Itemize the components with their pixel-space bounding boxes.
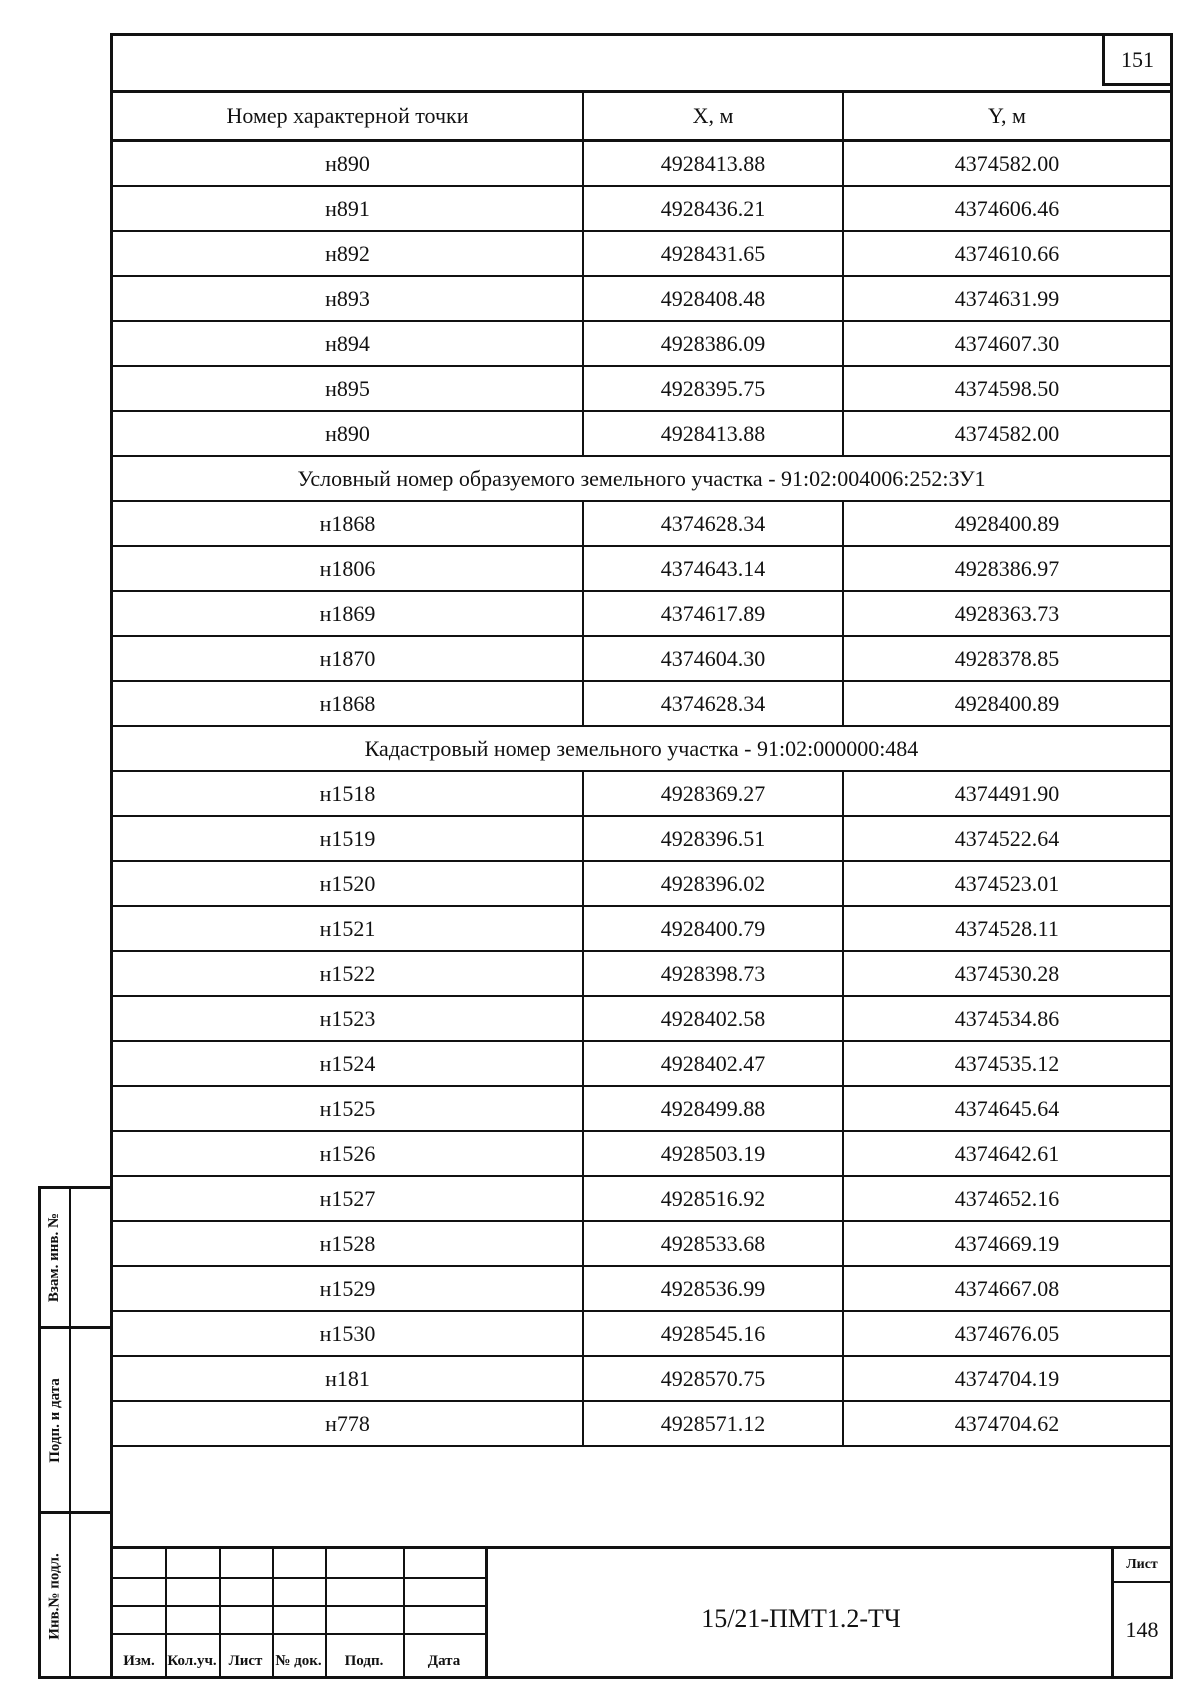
cell-point: н1806	[113, 546, 583, 591]
cell-point: н1870	[113, 636, 583, 681]
section-title: Условный номер образуемого земельного участка - 91:02:004006:252:ЗУ1	[113, 456, 1170, 501]
cell-point: н1528	[113, 1221, 583, 1266]
cell-y: 4374606.46	[843, 186, 1170, 231]
cell-x: 4928396.51	[583, 816, 843, 861]
table-row	[113, 1176, 1170, 1221]
table-row	[113, 411, 1170, 456]
cell-y: 4374530.28	[843, 951, 1170, 996]
cell-x: 4928395.75	[583, 366, 843, 411]
cell-x: 4928402.58	[583, 996, 843, 1041]
cell-y: 4374607.30	[843, 321, 1170, 366]
cell-x: 4374628.34	[583, 501, 843, 546]
cell-point: н890	[113, 411, 583, 456]
page-frame	[110, 33, 1173, 1679]
cell-x: 4928408.48	[583, 276, 843, 321]
cell-point: н1530	[113, 1311, 583, 1356]
col-label-signature: Подп.	[344, 1653, 384, 1669]
cell-y: 4928386.97	[843, 546, 1170, 591]
cell-x: 4928533.68	[583, 1221, 843, 1266]
cell-x: 4928400.79	[583, 906, 843, 951]
table-row	[113, 321, 1170, 366]
table-row	[113, 1041, 1170, 1086]
cell-x: 4928398.73	[583, 951, 843, 996]
cell-point: н1868	[113, 681, 583, 726]
section-row	[113, 456, 1170, 501]
revision-grid	[113, 1549, 485, 1676]
table-row	[113, 1311, 1170, 1356]
cell-x: 4928516.92	[583, 1176, 843, 1221]
table-row	[113, 186, 1170, 231]
cell-point: н894	[113, 321, 583, 366]
page-number: 151	[1102, 36, 1170, 86]
table-row	[113, 231, 1170, 276]
cell-y: 4374582.00	[843, 141, 1170, 187]
stamp-cell-replacement-inv	[41, 1189, 110, 1329]
cell-x: 4928369.27	[583, 771, 843, 816]
cell-x: 4928431.65	[583, 231, 843, 276]
cell-x: 4928413.88	[583, 411, 843, 456]
table-row	[113, 501, 1170, 546]
cell-point: н890	[113, 141, 583, 187]
table-row	[113, 546, 1170, 591]
cell-point: н1518	[113, 771, 583, 816]
cell-point: н891	[113, 186, 583, 231]
cell-y: 4374598.50	[843, 366, 1170, 411]
cell-x: 4928402.47	[583, 1041, 843, 1086]
table-row	[113, 1401, 1170, 1446]
cell-point: н1521	[113, 906, 583, 951]
cell-point: н181	[113, 1356, 583, 1401]
cell-point: н1526	[113, 1131, 583, 1176]
cell-point: н778	[113, 1401, 583, 1446]
cell-x: 4928545.16	[583, 1311, 843, 1356]
table-row	[113, 996, 1170, 1041]
cell-y: 4374642.61	[843, 1131, 1170, 1176]
cell-y: 4374669.19	[843, 1221, 1170, 1266]
cell-x: 4928570.75	[583, 1356, 843, 1401]
side-stamp	[38, 1186, 110, 1679]
section-title: Кадастровый номер земельного участка - 91:02:000000:484	[113, 726, 1170, 771]
col-label-date: Дата	[427, 1653, 461, 1669]
cell-y: 4374534.86	[843, 996, 1170, 1041]
cell-y: 4374704.19	[843, 1356, 1170, 1401]
cell-y: 4374610.66	[843, 231, 1170, 276]
section-row	[113, 726, 1170, 771]
cell-x: 4928436.21	[583, 186, 843, 231]
table-row	[113, 816, 1170, 861]
cell-x: 4374617.89	[583, 591, 843, 636]
cell-point: н895	[113, 366, 583, 411]
cell-x: 4928536.99	[583, 1266, 843, 1311]
stamp-cell-original-inv	[41, 1514, 110, 1679]
cell-x: 4928503.19	[583, 1131, 843, 1176]
cell-y: 4928363.73	[843, 591, 1170, 636]
table-row	[113, 276, 1170, 321]
cell-x: 4374628.34	[583, 681, 843, 726]
cell-x: 4928499.88	[583, 1086, 843, 1131]
cell-point: н1520	[113, 861, 583, 906]
col-label-list: Лист	[228, 1653, 263, 1669]
cell-point: н1529	[113, 1266, 583, 1311]
cell-point: н1524	[113, 1041, 583, 1086]
cell-y: 4374522.64	[843, 816, 1170, 861]
table-row	[113, 1356, 1170, 1401]
cell-y: 4928400.89	[843, 681, 1170, 726]
cell-point: н893	[113, 276, 583, 321]
col-label-doc-no: № док.	[275, 1653, 322, 1669]
cell-y: 4928378.85	[843, 636, 1170, 681]
stamp-cell-signature-date	[41, 1329, 110, 1514]
stamp-label-replacement-inv: Взам. инв. №	[46, 1212, 63, 1303]
cell-point: н1868	[113, 501, 583, 546]
cell-y: 4374704.62	[843, 1401, 1170, 1446]
stamp-label-original-inv: Инв.№ подл.	[46, 1553, 63, 1640]
document-code: 15/21-ПМТ1.2-ТЧ	[485, 1549, 1114, 1676]
cell-point: н1523	[113, 996, 583, 1041]
table-row	[113, 636, 1170, 681]
col-label-kol-uch: Кол.уч.	[167, 1653, 217, 1669]
table-row	[113, 1131, 1170, 1176]
cell-y: 4374652.16	[843, 1176, 1170, 1221]
cell-point: н1869	[113, 591, 583, 636]
cell-x: 4928413.88	[583, 141, 843, 187]
col-label-izm: Изм.	[123, 1653, 155, 1669]
cell-x: 4928571.12	[583, 1401, 843, 1446]
table-row	[113, 1221, 1170, 1266]
cell-y: 4374645.64	[843, 1086, 1170, 1131]
table-row	[113, 1266, 1170, 1311]
table-row	[113, 366, 1170, 411]
sheet-label: Лист	[1114, 1549, 1170, 1583]
table-row	[113, 681, 1170, 726]
coordinates-table	[113, 90, 1170, 1447]
header-x: X, м	[583, 92, 843, 141]
table-row	[113, 141, 1170, 187]
cell-point: н1519	[113, 816, 583, 861]
title-block	[113, 1546, 1170, 1676]
cell-y: 4374582.00	[843, 411, 1170, 456]
cell-point: н892	[113, 231, 583, 276]
cell-y: 4928400.89	[843, 501, 1170, 546]
cell-x: 4374604.30	[583, 636, 843, 681]
header-y: Y, м	[843, 92, 1170, 141]
table-row	[113, 906, 1170, 951]
cell-x: 4928386.09	[583, 321, 843, 366]
cell-y: 4374535.12	[843, 1041, 1170, 1086]
table-header-row	[113, 92, 1170, 141]
cell-y: 4374667.08	[843, 1266, 1170, 1311]
cell-y: 4374631.99	[843, 276, 1170, 321]
cell-x: 4374643.14	[583, 546, 843, 591]
cell-y: 4374491.90	[843, 771, 1170, 816]
cell-y: 4374676.05	[843, 1311, 1170, 1356]
cell-point: н1522	[113, 951, 583, 996]
table-row	[113, 951, 1170, 996]
sheet-number: 148	[1125, 1616, 1159, 1642]
sheet-cell	[1111, 1549, 1170, 1676]
cell-x: 4928396.02	[583, 861, 843, 906]
cell-point: н1525	[113, 1086, 583, 1131]
cell-y: 4374523.01	[843, 861, 1170, 906]
table-row	[113, 591, 1170, 636]
table-row	[113, 771, 1170, 816]
header-point: Номер характерной точки	[113, 92, 583, 141]
stamp-label-signature-date: Подп. и дата	[46, 1377, 63, 1463]
table-row	[113, 861, 1170, 906]
cell-point: н1527	[113, 1176, 583, 1221]
table-row	[113, 1086, 1170, 1131]
cell-y: 4374528.11	[843, 906, 1170, 951]
